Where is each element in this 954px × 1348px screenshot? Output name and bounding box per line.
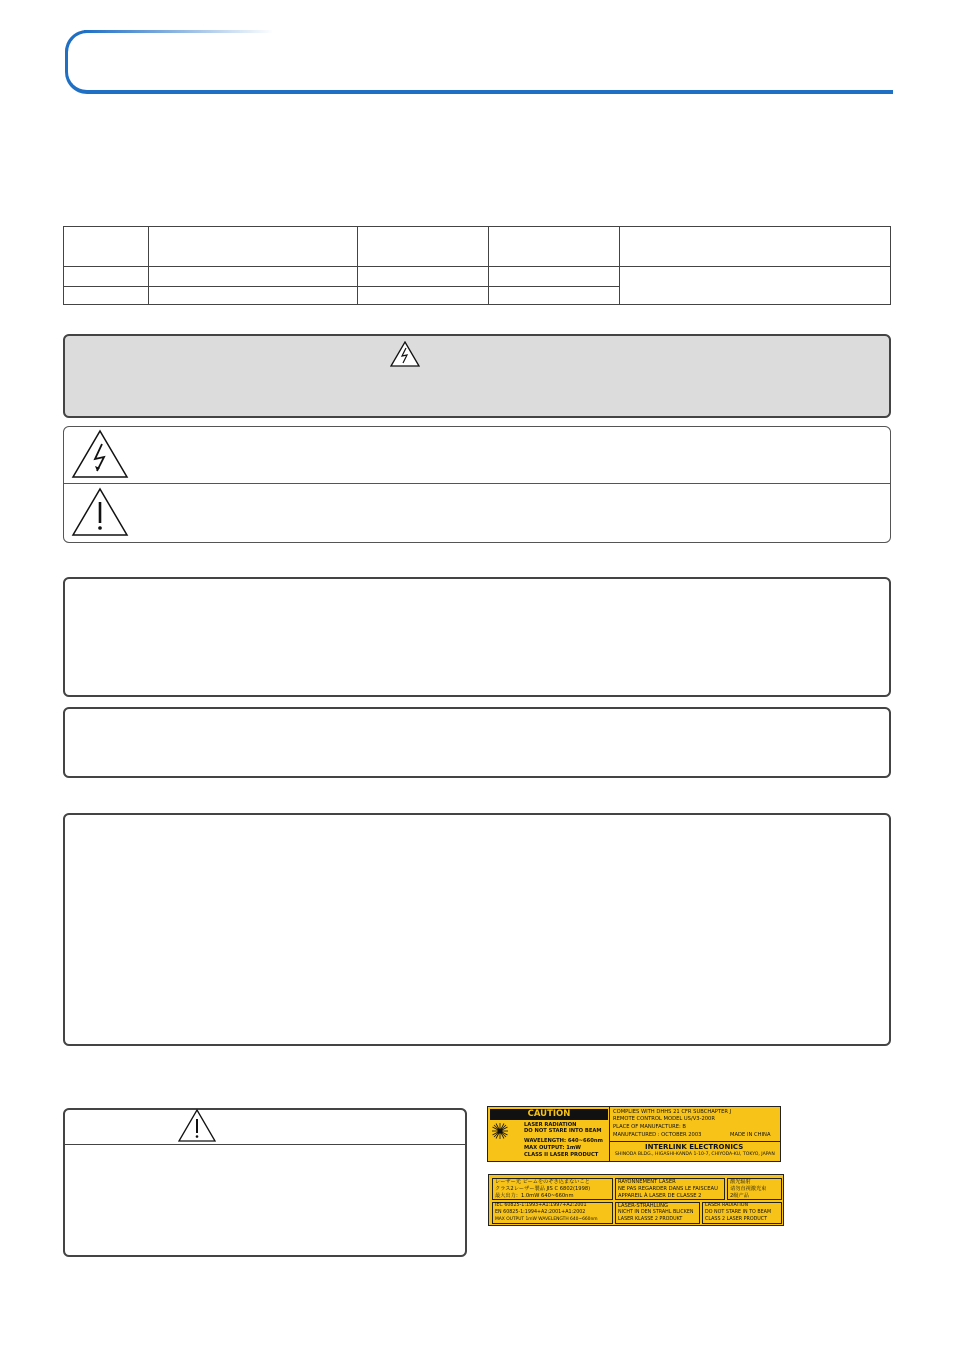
table-cell <box>64 267 149 287</box>
exclamation-triangle-icon <box>70 487 130 537</box>
fr-line: NE PAS REGARDER DANS LE FAISCEAU <box>618 1186 718 1192</box>
cn-line: 2级产品 <box>730 1193 749 1199</box>
en-line: LASER RADIATION <box>705 1203 749 1208</box>
radiation-line: DO NOT STARE INTO BEAM <box>524 1128 602 1134</box>
table-cell <box>358 227 489 267</box>
spec-line: WAVELENGTH: 640~660nm <box>524 1138 603 1144</box>
warning-banner <box>63 334 891 418</box>
laser-starburst-icon <box>492 1123 508 1139</box>
notice-box-1 <box>63 577 891 697</box>
caution-box <box>63 1108 467 1257</box>
de-line: LASER KLASSE 2 PRODUKT <box>618 1217 683 1222</box>
table-cell <box>489 267 620 287</box>
en-line: DO NOT STARE IN TO BEAM <box>705 1210 772 1215</box>
fr-line: RAYONNEMENT LASER <box>618 1179 676 1185</box>
symbols-divider <box>63 483 891 484</box>
cn-line: 请勿直视激光束 <box>730 1186 767 1192</box>
de-line: NICHT IN DEN STRAHL BLICKEN <box>618 1210 694 1215</box>
header-frame <box>65 30 893 94</box>
manufactured-text: MANUFACTURED : OCTOBER 2003 <box>613 1132 702 1138</box>
table-cell <box>149 227 358 267</box>
en-line: CLASS 2 LASER PRODUCT <box>705 1217 768 1222</box>
table-cell <box>149 287 358 305</box>
de-line: LASER-STRAHLUNG <box>618 1203 669 1209</box>
header-gradient <box>84 30 274 33</box>
jp-line: 最大出力：1.0mW 640~660nm <box>495 1193 574 1199</box>
caution-divider <box>64 1144 466 1145</box>
caution-heading: CAUTION <box>490 1109 608 1120</box>
header-corner <box>65 30 93 58</box>
spec-line: CLASS II LASER PRODUCT <box>524 1152 599 1158</box>
company-name: INTERLINK ELECTRONICS <box>645 1143 744 1151</box>
notice-box-3 <box>63 813 891 1046</box>
table-cell <box>64 287 149 305</box>
made-in-text: MADE IN CHINA <box>730 1132 771 1138</box>
company-address: SHINODA BLDG., HIGASHI-KANDA 1-10-7, CHIYODA-KU, TOKYO, JAPAN <box>615 1152 775 1157</box>
iec-line: EN 60825-1:1994+A2:2001+A1:2002 <box>495 1210 586 1215</box>
caution-exclamation-icon <box>178 1109 216 1142</box>
lightning-triangle-icon <box>70 429 130 479</box>
symbols-box <box>63 426 891 543</box>
laser-label-us <box>487 1106 781 1162</box>
cn-line: 激光辐射 <box>730 1179 751 1185</box>
table-cell <box>358 267 489 287</box>
model-text: REMOTE CONTROL MODEL US/V3-200R <box>613 1116 715 1122</box>
table-cell <box>489 227 620 267</box>
jp-line: レーザー光 ビームをのぞき込まないこと <box>495 1179 590 1185</box>
table-cell <box>620 267 891 305</box>
place-text: PLACE OF MANUFACTURE: B <box>613 1124 686 1130</box>
iec-line: IEC 60825-1:1993+A1:1997+A2:2001 <box>495 1203 587 1208</box>
table-cell <box>358 287 489 305</box>
radiation-line: LASER RADIATION <box>524 1122 577 1128</box>
lightning-warning-icon <box>390 341 420 367</box>
table-cell <box>64 227 149 267</box>
table-cell <box>149 267 358 287</box>
compliance-text: COMPLIES WITH DHHS 21 CFR SUBCHAPTER J <box>613 1109 732 1115</box>
fr-line: APPAREIL À LASER DE CLASSE 2 <box>618 1193 702 1199</box>
notice-box-2 <box>63 707 891 778</box>
table-cell <box>620 227 891 267</box>
table-cell <box>489 287 620 305</box>
jp-line: クラス2レーザー製品 JIS C 6802(1998) <box>495 1186 591 1192</box>
laser-label-intl <box>488 1174 784 1226</box>
spec-line: MAX OUTPUT: 1mW <box>524 1145 582 1151</box>
spec-table <box>63 226 891 305</box>
iec-line: MAX OUTPUT 1mW WAVELENGTH 640~660nm <box>495 1217 598 1222</box>
